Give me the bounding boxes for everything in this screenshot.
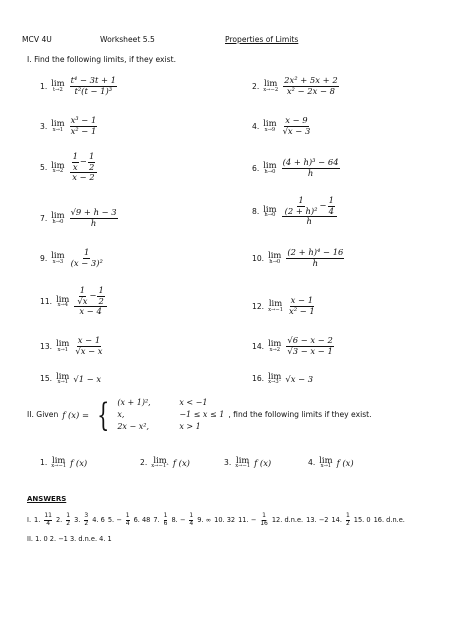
answer-number: 5. − xyxy=(107,516,122,525)
part2-item-2 xyxy=(140,456,190,470)
answer-16: 16. d.n.e. xyxy=(373,516,405,525)
answer-number: 8. − xyxy=(171,516,186,525)
answers-part2: II. 1. 0 2. −1 3. d.n.e. 4. 1 xyxy=(27,535,112,543)
problem-number: 10. xyxy=(252,253,265,263)
part2-instruction: , find the following limits if they exist. xyxy=(228,410,372,419)
answer-4: 4. 6 xyxy=(92,516,105,525)
answer-14: $\frac{1}{2}$ xyxy=(345,512,350,527)
problem-number: 16. xyxy=(252,374,265,384)
function-name: f (x) = xyxy=(62,409,89,420)
problem-11 xyxy=(40,286,108,317)
problem-number: 4. xyxy=(252,121,260,131)
answer-11: $\frac{1}{16}$ xyxy=(260,512,268,527)
problem-number: 2. xyxy=(140,458,148,468)
limit-operator: lim h→0 xyxy=(263,203,277,219)
part2-item-1 xyxy=(40,456,87,470)
limit-operator: lim x→−1 xyxy=(51,455,67,470)
fraction: $\frac{\text{t⁴ − 3t + 1}}{\text{t²(t − 1)³}}$ xyxy=(70,75,116,96)
answers-label: I. xyxy=(27,516,32,525)
fraction: $\frac{x - 1}{\text{x² − 1}}$ xyxy=(289,295,315,316)
part2-label: II. Given xyxy=(27,410,59,419)
limit-operator: lim x→−2 xyxy=(263,78,279,93)
limit-operator: lim x→−1⁺ xyxy=(151,455,169,470)
limit-operator: lim t→2 xyxy=(51,78,65,93)
answers-heading: ANSWERS xyxy=(27,495,67,503)
limit-operator: lim x→1 xyxy=(56,338,70,353)
course-code: MCV 4U xyxy=(22,35,52,44)
problem-number: 11. xyxy=(40,296,53,306)
piecewise-definition xyxy=(117,398,224,431)
problem-6 xyxy=(252,158,341,178)
limit-operator: lim x→3⁻ xyxy=(268,371,282,386)
answer-number: 1. xyxy=(34,516,41,525)
limit-operator: lim x→2 xyxy=(268,338,282,353)
case-3-expr: 2x − x², xyxy=(117,422,149,431)
problem-1 xyxy=(40,76,118,96)
problem-number: 15. xyxy=(40,374,53,384)
answer-1: $\frac{11}{4}$ xyxy=(44,512,52,527)
limit-operator: lim h→0 xyxy=(263,160,277,175)
limit-operator: lim x→1 xyxy=(319,455,333,470)
fraction: $\frac{x - 9}{√x - 3}$ xyxy=(282,115,311,136)
brace-symbol: { xyxy=(97,395,110,434)
problem-number: 5. xyxy=(40,162,48,172)
part2-item-4 xyxy=(308,456,354,470)
problem-number: 3. xyxy=(224,458,232,468)
answer-7: $\frac{1}{6}$ xyxy=(163,512,168,527)
limit-operator: lim x→4 xyxy=(56,293,70,309)
answer-number: 11. − xyxy=(238,516,257,525)
radical-expression: √1 − x xyxy=(73,373,102,384)
problem-10 xyxy=(252,248,345,268)
fraction: $\frac{x - 1}{√x - x}$ xyxy=(75,335,103,356)
fraction: $\frac{\text{x³ − 1}}{\text{x² − 1}}$ xyxy=(70,115,97,136)
radical-expression: √x − 3 xyxy=(285,373,314,384)
limit-operator: lim x→9 xyxy=(263,118,277,133)
fraction: $\frac{1}{\text{(x − 3)²}}$ xyxy=(70,247,103,268)
function-call: f (x) xyxy=(336,457,354,468)
problem-16 xyxy=(252,372,313,386)
function-call: f (x) xyxy=(172,457,190,468)
compound-fraction: $\frac{1}{x}$ − $\frac{1}{2}$ x − 2 xyxy=(70,152,98,183)
compound-fraction: $\frac{1}{√x}$ − $\frac{1}{2}$ x − 4 xyxy=(74,286,106,317)
problem-number: 12. xyxy=(252,301,265,311)
part2-item-3 xyxy=(224,456,271,470)
problem-15 xyxy=(40,372,101,386)
problem-number: 1. xyxy=(40,81,48,91)
problem-number: 6. xyxy=(252,163,260,173)
fraction: $\frac{\text{2x² + 5x + 2}}{\text{x² − 2x − 8}}$ xyxy=(284,75,338,96)
problem-13 xyxy=(40,336,105,356)
worksheet-number: Worksheet 5.5 xyxy=(100,35,155,44)
problem-number: 14. xyxy=(252,341,265,351)
problem-5 xyxy=(40,152,98,183)
fraction: $\frac{√6 - x - 2}{√3 - x - 1}$ xyxy=(287,335,333,356)
answer-number: 7. xyxy=(153,516,160,525)
case-1-expr: (x + 1)², xyxy=(117,398,151,407)
compound-fraction: $\frac{1}{\text{(2 + h)²}}$ − $\frac{1}{4}$ h xyxy=(282,196,337,227)
case-3-condition: x > 1 xyxy=(179,422,201,431)
problem-number: 4. xyxy=(308,458,316,468)
problem-3 xyxy=(40,116,98,136)
limit-operator: lim x→2 xyxy=(51,159,65,175)
answer-15: 15. 0 xyxy=(353,516,371,525)
problem-number: 8. xyxy=(252,206,260,216)
problem-number: 13. xyxy=(40,341,53,351)
problem-2 xyxy=(252,76,340,96)
answer-number: 14. xyxy=(331,516,342,525)
answers-part1 xyxy=(27,513,405,527)
problem-7 xyxy=(40,208,119,228)
limit-operator: lim x→3 xyxy=(51,250,65,265)
problem-number: 9. xyxy=(40,253,48,263)
worksheet-title: Properties of Limits xyxy=(225,35,299,44)
answer-6: 6. 48 xyxy=(133,516,151,525)
fraction: $\frac{√9 + h - 3}{h}$ xyxy=(70,207,117,228)
answer-3: $\frac{3}{2}$ xyxy=(84,512,89,527)
problem-number: 7. xyxy=(40,213,48,223)
limit-operator: lim h→0 xyxy=(51,210,65,225)
answer-number: 2. xyxy=(55,516,63,525)
case-1-condition: x < −1 xyxy=(179,398,208,407)
function-call: f (x) xyxy=(70,457,88,468)
answer-8: $\frac{1}{4}$ xyxy=(189,512,194,527)
limit-operator: lim x→1 xyxy=(56,371,70,386)
problem-9 xyxy=(40,248,105,268)
problem-number: 3. xyxy=(40,121,48,131)
part2-statement xyxy=(27,395,372,434)
answer-10: 10. 32 xyxy=(214,516,236,525)
problem-number: 1. xyxy=(40,458,48,468)
problem-number: 2. xyxy=(252,81,260,91)
answer-2: $\frac{1}{2}$ xyxy=(66,512,71,527)
part1-instruction: I. Find the following limits, if they exist. xyxy=(27,55,177,64)
answer-5: $\frac{1}{4}$ xyxy=(125,512,130,527)
problem-14 xyxy=(252,336,335,356)
fraction: $\frac{\text{(4 + h)³ − 64}}{h}$ xyxy=(282,157,339,178)
problem-8 xyxy=(252,196,338,227)
limit-operator: lim x→−1 xyxy=(235,455,251,470)
limit-operator: lim h→0 xyxy=(268,250,282,265)
answer-9: 9. ∞ xyxy=(197,516,212,525)
fraction: $\frac{\text{(2 + h)⁴ − 16}}{h}$ xyxy=(287,247,344,268)
limit-operator: lim x→1 xyxy=(51,118,65,133)
function-call: f (x) xyxy=(254,457,272,468)
case-2-condition: −1 ≤ x ≤ 1 xyxy=(179,410,225,419)
case-2-expr: x, xyxy=(117,410,125,419)
problem-12 xyxy=(252,296,317,316)
problem-4 xyxy=(252,116,312,136)
answer-13: 13. −2 xyxy=(306,516,329,525)
answer-number: 3. xyxy=(74,516,81,525)
limit-operator: lim x→−1 xyxy=(268,298,283,313)
answer-12: 12. d.n.e. xyxy=(271,516,304,525)
